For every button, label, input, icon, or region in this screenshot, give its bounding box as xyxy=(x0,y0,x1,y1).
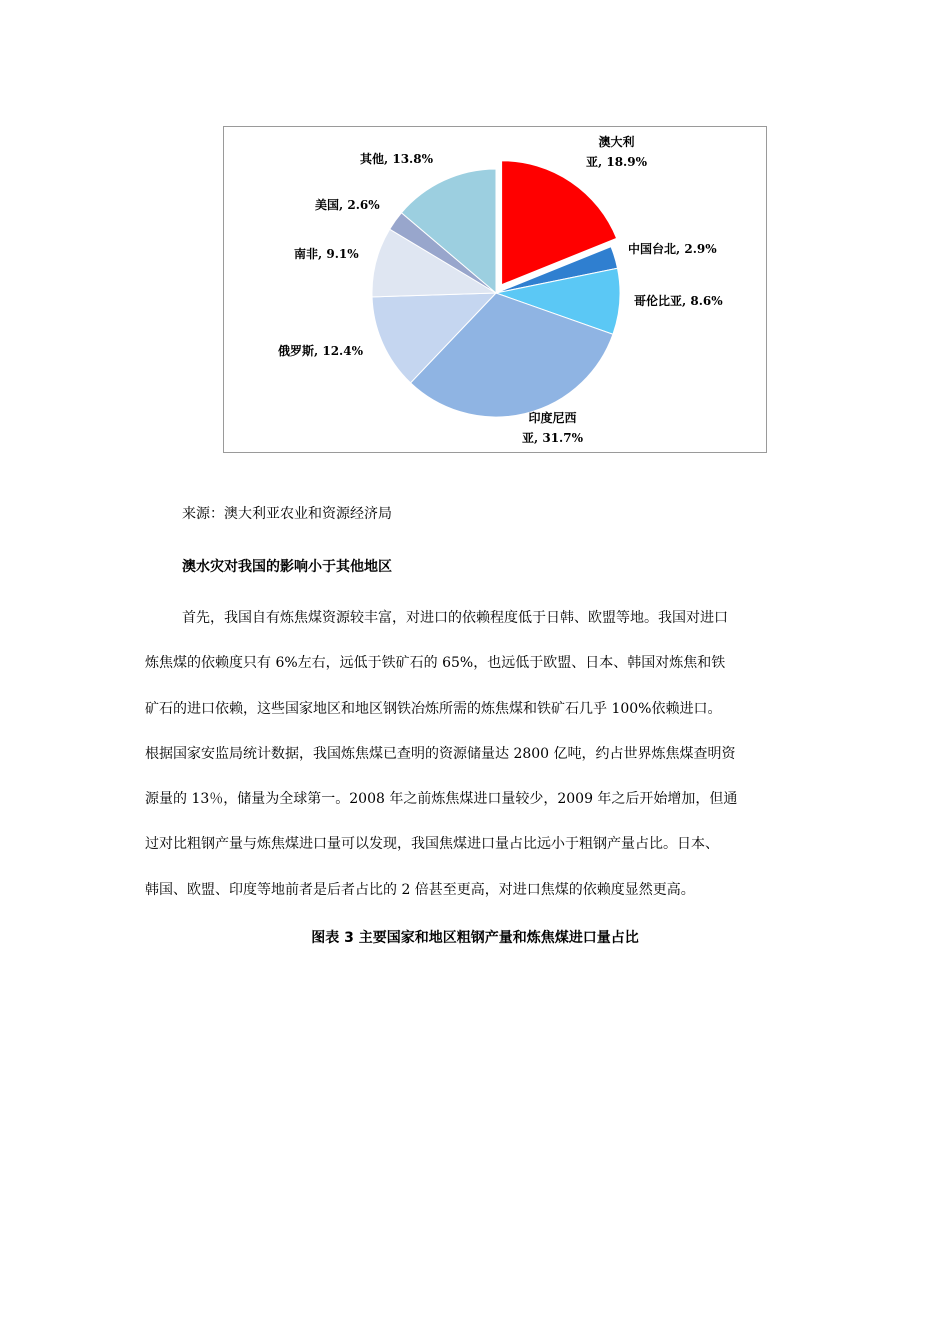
pie-chart-frame xyxy=(223,126,767,453)
section-heading: 澳水灾对我国的影响小于其他地区 xyxy=(182,559,392,575)
paragraph-line: 炼焦煤的依赖度只有 6%左右，远低于铁矿石的 65%，也远低于欧盟、日本、韩国对炼焦和铁 xyxy=(145,655,726,672)
paragraph-line: 矿石的进口依赖，这些国家地区和地区钢铁冶炼所需的炼焦煤和铁矿石几乎 100%依赖进口。 xyxy=(145,700,722,717)
paragraph-line: 首先，我国自有炼焦煤资源较丰富，对进口的依赖程度低于日韩、欧盟等地。我国对进口 xyxy=(182,610,728,626)
body-paragraph xyxy=(145,596,807,913)
chart-source: 来源：澳大利亚农业和资源经济局 xyxy=(182,506,392,522)
slice-label-russia: 俄罗斯, 12.4% xyxy=(278,344,363,358)
slice-label-usa: 美国, 2.6% xyxy=(315,198,380,212)
slice-label-other: 其他, 13.8% xyxy=(360,152,433,166)
slice-label-chinese-taipei: 中国台北, 2.9% xyxy=(628,242,717,256)
paragraph-line: 源量的 13％，储量为全球第一。2008 年之前炼焦煤进口量较少，2009 年之后开始增加，但通 xyxy=(145,791,738,808)
slice-label-indonesia: 印度尼西 亚, 31.7% xyxy=(522,411,583,445)
figure-caption: 图表 3 主要国家和地区粗钢产量和炼焦煤进口量占比 xyxy=(311,930,639,946)
slice-label-australia: 澳大利 亚, 18.9% xyxy=(586,135,647,169)
paragraph-line: 根据国家安监局统计数据，我国炼焦煤已查明的资源储量达 2800 亿吨，约占世界炼焦煤查明资 xyxy=(145,745,736,762)
slice-label-colombia: 哥伦比亚, 8.6% xyxy=(634,294,723,308)
paragraph-line: 过对比粗钢产量与炼焦煤进口量可以发现，我国焦煤进口量占比远小于粗钢产量占比。日本、 xyxy=(145,836,719,853)
paragraph-line: 韩国、欧盟、印度等地前者是后者占比的 2 倍甚至更高，对进口焦煤的依赖度显然更高。 xyxy=(145,881,695,898)
slice-label-south-africa: 南非, 9.1% xyxy=(294,247,359,261)
